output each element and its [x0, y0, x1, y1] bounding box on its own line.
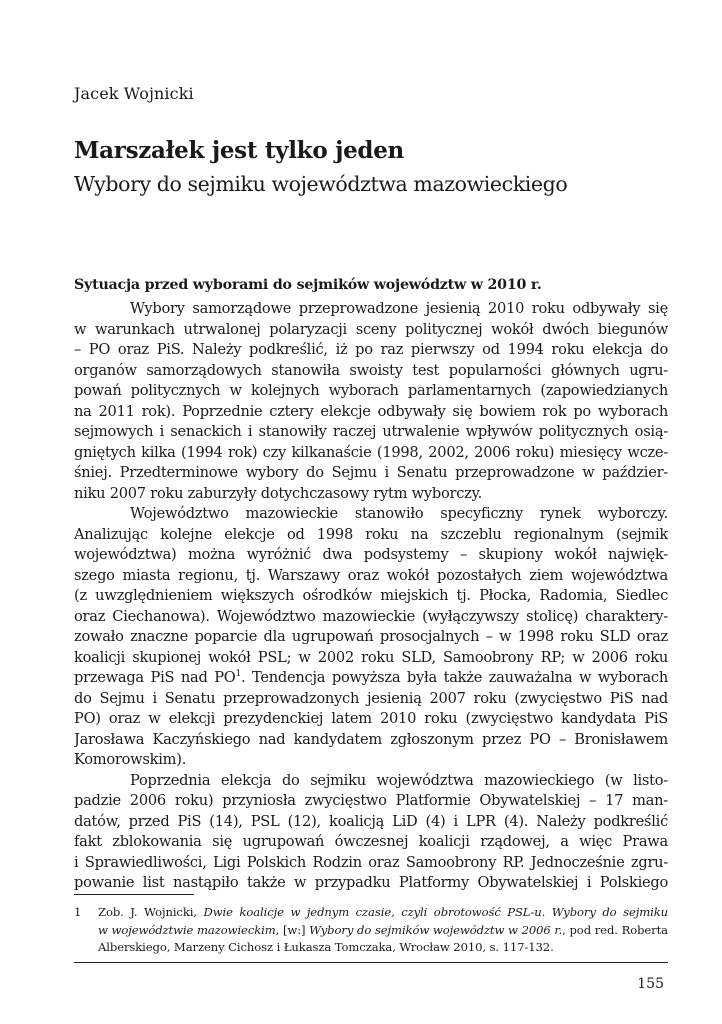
footnote-ref[interactable]: 1 [235, 669, 242, 680]
body-line: województwa) można wyróżnić dwa podsystemy – skupiony wokół najwięk- [74, 546, 668, 563]
footnote-line [74, 922, 668, 940]
section-heading: Sytuacja przed wyborami do sejmików województw w 2010 r. [74, 277, 542, 293]
body-line: datów, przed PiS (14), PSL (12), koalicją LiD (4) i LPR (4). Należy podkreślić [74, 812, 668, 830]
author-name: Jacek Wojnicki [74, 84, 194, 103]
body-line-segment: . Tendencja powyższa była także zauważalna w wyborach [241, 669, 668, 686]
footnote-cited-title: w województwie mazowieckim [98, 922, 276, 937]
body-line: Wybory samorządowe przeprowadzone jesienią 2010 roku odbywały się [130, 300, 668, 317]
body-line: (z uwzględnieniem większych ośrodków miejskich tj. Płocka, Radomia, Siedlec [74, 587, 668, 604]
body-line: Jarosława Kaczyńskiego nad kandydatem zgłoszonym przez PO – Bronisławem [74, 730, 668, 748]
body-line: Województwo mazowieckie stanowiło specyficzny rynek wyborczy. [130, 505, 668, 522]
footnote-separator [74, 894, 194, 895]
footnote-line: Alberskiego, Marzeny Cichosz i Łukasza Tomczaka, Wrocław 2010, s. 117-132. [98, 940, 554, 954]
article-subtitle: Wybory do sejmiku województwa mazowieckiego [74, 172, 568, 196]
body-line: – PO oraz PiS. Należy podkreślić, iż po raz pierwszy od 1994 roku elekcja do [74, 341, 668, 358]
body-line: śniej. Przedterminowe wybory do Sejmu i Senatu przeprowadzone w paździer- [74, 464, 668, 481]
body-line: zowało znaczne poparcie dla ugrupowań prosocjalnych – w 1998 roku SLD oraz [74, 628, 668, 645]
body-line: organów samorządowych stanowiła swoisty test popularności głównych ugru- [74, 361, 668, 379]
body-line: do Sejmu i Senatu przeprowadzonych jesienią 2007 roku (zwycięstwo PiS nad [74, 689, 668, 707]
body-line: Poprzednia elekcja do sejmiku województwa mazowieckiego (w listo- [130, 771, 668, 789]
body-line: Komorowskim). [74, 751, 187, 768]
body-line: koalicji skupionej wokół PSL; w 2002 roku SLD, Samoobrony RP; w 2006 roku [74, 648, 668, 666]
body-line: powań politycznych w kolejnych wyborach parlamentarnych (zapowiedzianych [74, 382, 668, 399]
page-number: 155 [637, 976, 664, 992]
body-line-segment: przewaga PiS nad PO [74, 669, 236, 686]
body-line [74, 668, 668, 689]
footnote-text: , pod red. Roberta [562, 922, 668, 937]
bottom-separator [74, 962, 668, 963]
footnote-cited-title: Dwie koalicje w jednym czasie, czyli obrotowość PSL-u. Wybory do sejmiku [203, 905, 668, 919]
body-line: i Sprawiedliwości, Ligi Polskich Rodzin oraz Samoobrony RP. Jednocześnie zgru- [74, 853, 668, 871]
body-line: oraz Ciechanowa). Województwo mazowieckie (wyłączywszy stolicę) charaktery- [74, 607, 668, 625]
footnote-line [74, 904, 668, 922]
body-line: padzie 2006 roku) przyniosła zwycięstwo Platformie Obywatelskiej – 17 man- [74, 792, 668, 809]
body-line: fakt zblokowania się ugrupowań ówczesnej koalicji rządowej, a więc Prawa [74, 833, 668, 850]
body-line: gniętych kilka (1994 rok) czy kilkanaście (1998, 2002, 2006 roku) miesięcy wcze- [74, 443, 668, 461]
body-line: sejmowych i senackich i stanowiły raczej utrwalenie wpływów politycznych osią- [74, 423, 668, 440]
footnote-text: Zob. J. Wojnicki, [98, 905, 204, 919]
body-line: PO) oraz w elekcji prezydenckiej latem 2010 roku (zwycięstwo kandydata PiS [74, 710, 668, 727]
footnote [74, 904, 668, 957]
article-title: Marszałek jest tylko jeden [74, 137, 404, 164]
body-line: powanie list nastąpiło także w przypadku Platformy Obywatelskiej i Polskiego [74, 874, 668, 891]
body-line: na 2011 rok). Poprzednie cztery elekcje odbywały się bowiem rok po wyborach [74, 402, 668, 420]
body-line: szego miasta regionu, tj. Warszawy oraz wokół pozostałych ziem województwa [74, 566, 668, 584]
footnote-cited-title: Wybory do sejmików województw w 2006 r. [309, 922, 563, 937]
body-line: niku 2007 roku zaburzyły dotychczasowy rytm wyborczy. [74, 484, 483, 502]
body-line: Analizując kolejne elekcje od 1998 roku na szczeblu regionalnym (sejmik [74, 525, 668, 543]
footnote-text: , [w:] [275, 922, 310, 937]
body-text [74, 299, 668, 894]
body-line: w warunkach utrwalonej polaryzacji sceny politycznej wokół dwóch biegunów [74, 320, 668, 338]
footnote-number: 1 [74, 905, 82, 919]
